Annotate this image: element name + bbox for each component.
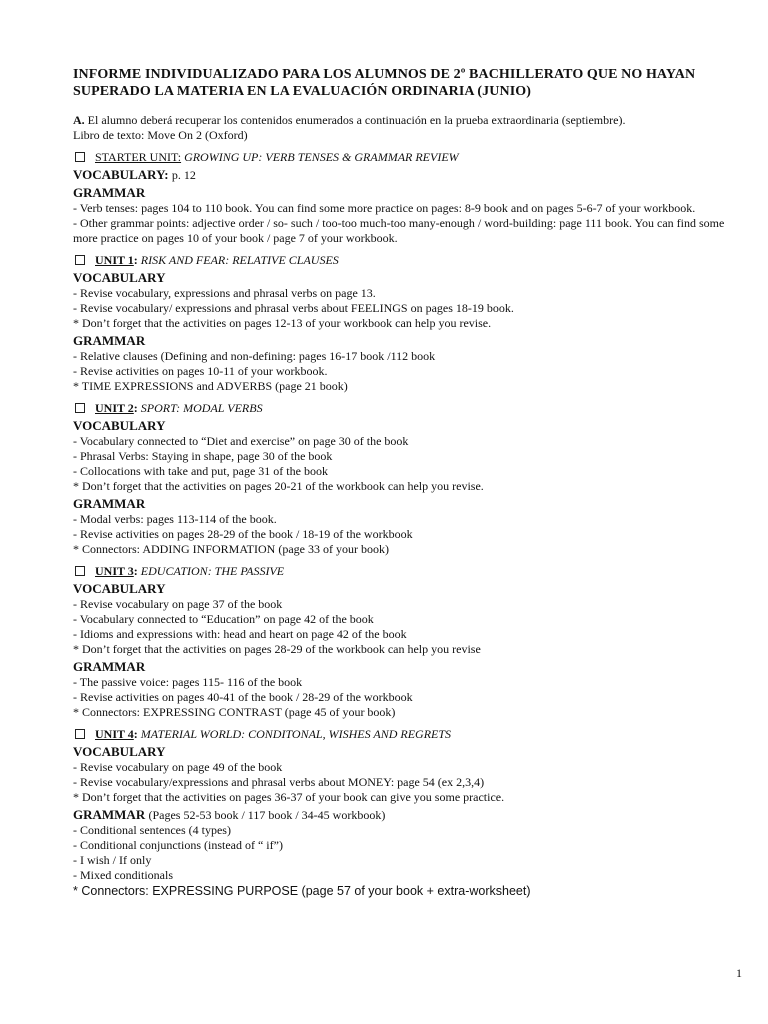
- vocabulary-heading: [73, 744, 738, 760]
- checkbox-icon[interactable]: [75, 403, 85, 413]
- textbook-line: Libro de texto: Move On 2 (Oxford): [73, 128, 248, 142]
- list-item: - Collocations with take and put, page 31 of the book: [73, 464, 328, 478]
- checkbox-icon[interactable]: [75, 729, 85, 739]
- grammar-list: [73, 201, 738, 246]
- list-item: - Revise vocabulary, expressions and phrasal verbs on page 13.: [73, 286, 376, 300]
- units-list: [73, 149, 738, 899]
- grammar-list: [73, 512, 738, 557]
- unit-label: STARTER UNIT:: [95, 150, 182, 164]
- grammar-heading-note: (Pages 52-53 book / 117 book / 34-45 workbook): [148, 808, 386, 822]
- unit-heading: [73, 149, 738, 165]
- grammar-list: [73, 823, 738, 883]
- unit-section: [73, 252, 738, 394]
- vocabulary-heading-text: VOCABULARY: [73, 270, 166, 285]
- grammar-heading-text: GRAMMAR: [73, 496, 146, 511]
- grammar-heading: [73, 807, 738, 823]
- unit-section: [73, 563, 738, 720]
- unit-separator: :: [133, 727, 138, 741]
- grammar-heading: [73, 496, 738, 512]
- unit-heading: [73, 563, 738, 579]
- vocabulary-heading-text: VOCABULARY: [73, 581, 166, 596]
- list-item: - Conditional sentences (4 types): [73, 823, 231, 837]
- vocabulary-list: [73, 286, 738, 331]
- page-number: 1: [736, 966, 742, 980]
- vocabulary-heading-text: VOCABULARY: [73, 744, 166, 759]
- unit-heading: [73, 726, 738, 742]
- list-item: - The passive voice: pages 115- 116 of the book: [73, 675, 303, 689]
- vocabulary-heading: [73, 270, 738, 286]
- list-item: - Revise vocabulary on page 37 of the book: [73, 597, 283, 611]
- list-item: - Phrasal Verbs: Staying in shape, page 30 of the book: [73, 449, 333, 463]
- grammar-list: [73, 675, 738, 720]
- unit-separator: :: [133, 253, 138, 267]
- list-item: - Idioms and expressions with: head and heart on page 42 of the book: [73, 627, 407, 641]
- list-item: - Revise activities on pages 10-11 of your workbook.: [73, 364, 328, 378]
- grammar-heading-text: GRAMMAR: [73, 807, 146, 822]
- unit-title: MATERIAL WORLD: CONDITONAL, WISHES AND REGRETS: [140, 727, 452, 741]
- grammar-heading-text: GRAMMAR: [73, 333, 146, 348]
- checkbox-icon[interactable]: [75, 152, 85, 162]
- list-item: - Revise activities on pages 28-29 of the book / 18-19 of the workbook: [73, 527, 413, 541]
- list-item: - Relative clauses (Defining and non-defining: pages 16-17 book /112 book: [73, 349, 436, 363]
- list-item: - Vocabulary connected to “Education” on page 42 of the book: [73, 612, 374, 626]
- unit-heading: [73, 400, 738, 416]
- vocabulary-heading: [73, 581, 738, 597]
- unit-label: UNIT 4: [95, 727, 134, 741]
- list-item: - Conditional conjunctions (instead of “ if”): [73, 838, 283, 852]
- document-title: INFORME INDIVIDUALIZADO PARA LOS ALUMNOS DE 2º BACHILLERATO QUE NO HAYAN SUPERADO LA MATERIA EN LA EVALUACIÓN ORDINARIA (JUNIO): [73, 67, 696, 99]
- list-item: - Revise vocabulary on page 49 of the book: [73, 760, 283, 774]
- unit-section: [73, 726, 738, 899]
- intro-text: El alumno deberá recuperar los contenidos enumerados a continuación en la prueba extraordinaria (septiembre).: [87, 113, 626, 127]
- list-item: * Don’t forget that the activities on pages 28-29 of the workbook can help you revise: [73, 642, 481, 656]
- unit-label: UNIT 1: [95, 253, 134, 267]
- unit-label: UNIT 3: [95, 564, 134, 578]
- list-item: * Connectors: EXPRESSING CONTRAST (page 45 of your book): [73, 705, 396, 719]
- grammar-heading-text: GRAMMAR: [73, 659, 146, 674]
- vocabulary-heading-note: p. 12: [171, 168, 196, 182]
- grammar-list: [73, 349, 738, 394]
- vocabulary-heading: [73, 418, 738, 434]
- vocabulary-heading: [73, 167, 738, 183]
- unit-title: RISK AND FEAR: RELATIVE CLAUSES: [140, 253, 339, 267]
- grammar-heading: [73, 185, 738, 201]
- checkbox-icon[interactable]: [75, 255, 85, 265]
- list-item: - Modal verbs: pages 113-114 of the book.: [73, 512, 277, 526]
- list-item: - Revise activities on pages 40-41 of the book / 28-29 of the workbook: [73, 690, 413, 704]
- list-item: * Connectors: ADDING INFORMATION (page 33 of your book): [73, 542, 389, 556]
- unit-separator: :: [133, 401, 138, 415]
- unit-title: GROWING UP: VERB TENSES & GRAMMAR REVIEW: [184, 150, 459, 164]
- intro-block: [73, 113, 738, 143]
- grammar-heading: [73, 659, 738, 675]
- list-item: - Revise vocabulary/ expressions and phrasal verbs about FEELINGS on pages 18-19 book.: [73, 301, 514, 315]
- vocabulary-list: [73, 597, 738, 657]
- list-item: - Mixed conditionals: [73, 868, 173, 882]
- intro-label: A.: [73, 113, 85, 127]
- vocabulary-heading-text: VOCABULARY: [73, 418, 166, 433]
- list-item: * Don’t forget that the activities on pages 20-21 of the workbook can help you revise.: [73, 479, 484, 493]
- unit-closing-line: * Connectors: EXPRESSING PURPOSE (page 57 of your book + extra-worksheet): [73, 884, 531, 898]
- document-body: [73, 66, 738, 899]
- list-item: - Verb tenses: pages 104 to 110 book. You can find some more practice on pages: 8-9 book and on pages 5-6-7 of your workbook.: [73, 201, 696, 215]
- list-item: - Vocabulary connected to “Diet and exercise” on page 30 of the book: [73, 434, 409, 448]
- checkbox-icon[interactable]: [75, 566, 85, 576]
- unit-section: [73, 400, 738, 557]
- list-item: - I wish / If only: [73, 853, 152, 867]
- unit-title: EDUCATION: THE PASSIVE: [140, 564, 285, 578]
- unit-label: UNIT 2: [95, 401, 134, 415]
- vocabulary-list: [73, 434, 738, 494]
- grammar-heading-text: GRAMMAR: [73, 185, 146, 200]
- vocabulary-list: [73, 760, 738, 805]
- unit-separator: :: [133, 564, 138, 578]
- list-item: * Don’t forget that the activities on pages 36-37 of your book can give you some practice.: [73, 790, 505, 804]
- unit-heading: [73, 252, 738, 268]
- list-item: * Don’t forget that the activities on pages 12-13 of your workbook can help you revise.: [73, 316, 492, 330]
- unit-section: [73, 149, 738, 246]
- grammar-heading: [73, 333, 738, 349]
- list-item: - Revise vocabulary/expressions and phrasal verbs about MONEY: page 54 (ex 2,3,4): [73, 775, 485, 789]
- list-item: - Other grammar points: adjective order / so- such / too-too much-too many-enough / word-building: page 111 book. You can find some more practice on pages 10 of your book / page 7 of your workbook.: [73, 216, 725, 245]
- list-item: * TIME EXPRESSIONS and ADVERBS (page 21 book): [73, 379, 348, 393]
- vocabulary-heading-text: VOCABULARY:: [73, 167, 169, 182]
- unit-title: SPORT: MODAL VERBS: [140, 401, 263, 415]
